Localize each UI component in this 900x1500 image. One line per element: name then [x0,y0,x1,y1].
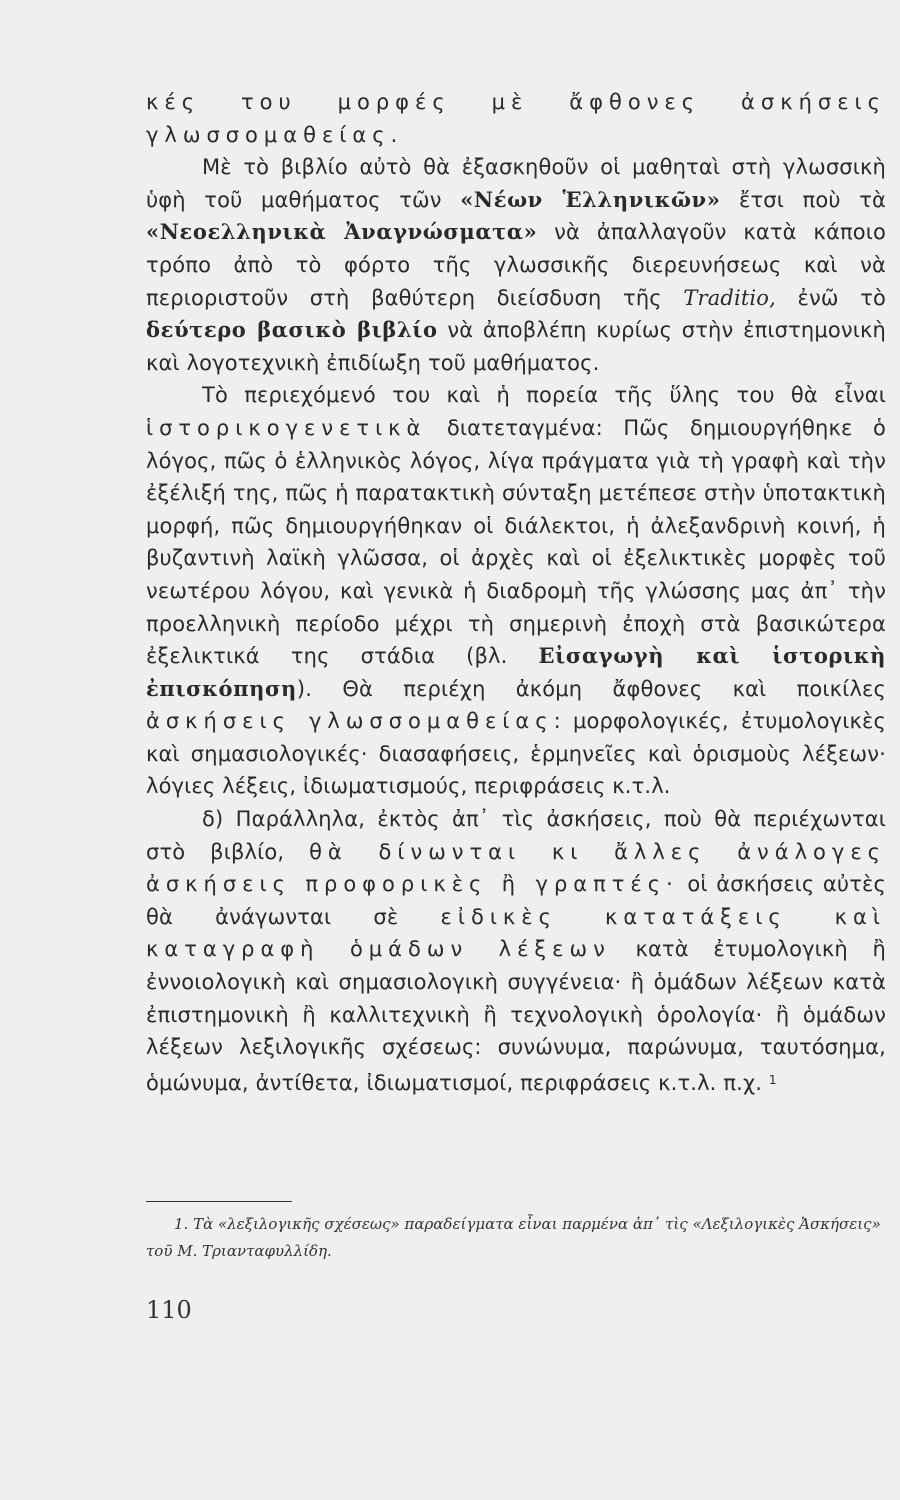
paragraph [146,803,886,1099]
paragraph [146,151,886,379]
text-run: διατεταγμένα: Πῶς δημιουργήθηκε ὁ λόγος, πῶς ὁ ἑλληνικὸς λόγος, λίγα πράγματα γιὰ τὴ γραφὴ καὶ τὴν ἐξέλιξή της, πῶς ἡ παρατακτικὴ σύνταξη μετέπεσε στὴν ὑποτακτικὴ μορφή, πῶς δημιουργήθηκαν οἱ διάλεκτοι, ἡ ἀλεξανδρινὴ κοινή, ἡ βυζαντινὴ λαϊκὴ γλῶσσα, οἱ ἀρχὲς καὶ οἱ ἐξελικτικὲς μορφὲς τοῦ νεωτέρου λόγου, καὶ γενικὰ ἡ διαδρομὴ τῆς γλώσσης μας ἀπ᾿ τὴν προελληνικὴ περίοδο μέχρι τὴ σημερινὴ ἐποχὴ στὰ βασικώτερα ἐξελικτικά της στάδια (βλ. [146,415,886,669]
footnote-ref: 1 [768,1072,777,1087]
paragraph [146,86,886,151]
text-run: νὰ ἀποβλέπη κυρίως στὴν ἐπιστημονικὴ καὶ λογοτεχνικὴ ἐπιδίωξη τοῦ μαθήματος. [146,318,886,375]
page-number: 110 [146,1296,192,1324]
body-text [146,86,886,1099]
spaced-text: κές του μορφές μὲ ἄφθονες ἀσκήσεις γλωσσομαθείας. [146,90,886,147]
italic-text: Traditio, [683,285,776,310]
spaced-text: ἱστορικογενετικὰ [146,415,427,440]
text-run: ἔτσι ποὺ τὰ [720,187,886,212]
text-run: Τὸ περιεχόμενό του καὶ ἡ πορεία τῆς ὕλης του θὰ εἶναι [202,383,886,408]
bold-text: δεύτερο βασικὸ βιβλίο [146,317,438,343]
text-run: δ) Παράλληλα, ἐκτὸς ἀπ᾿ τὶς ἀσκήσεις, ποὺ θὰ περιέχωνται στὸ βιβλίο, [146,807,886,864]
spaced-text: θὰ δίνωνται κι ἄλλες ἀνάλογες ἀσκήσεις προφορικὲς ἢ γραπτές· [146,839,887,897]
spaced-text: ἀσκήσεις γλωσσομαθείας [146,709,554,734]
bold-text: «Νέων Ἑλληνικῶν» [460,186,721,212]
text-run: οἱ ἀσκήσεις αὐτὲς θὰ ἀνάγωνται σὲ [146,872,886,929]
bold-text: «Νεοελληνικὰ Ἀναγνώσματα» [146,219,538,245]
footnote [146,1211,886,1265]
text-run: Μὲ τὸ βιβλίο αὐτὸ θὰ ἐξασκηθοῦν οἱ μαθηταὶ στὴ γλωσσικὴ ὑφὴ τοῦ μαθήματος τῶν [146,155,886,212]
text-run: κατὰ ἐτυμολογικὴ ἢ ἐννοιολογικὴ καὶ σημασιολογικὴ συγγένεια· ἢ ὁμάδων λέξεων κατὰ ἐπιστημονικὴ ἢ καλλιτεχνικὴ ἢ τεχνολογικὴ ὁρολογία· ἢ ὁμάδων λέξεων λεξιλογικῆς σχέσεως: συνώνυμα, παρώνυμα, ταυτόσημα, ὁμώνυμα, ἀντίθετα, ἰδιωματισμοί, περιφράσεις κ.τ.λ. π.χ. [146,937,886,1095]
bold-text: Εἰσαγωγὴ καὶ ἱστορικὴ ἐπισκόπηση [146,643,886,701]
paragraph [146,379,886,803]
footnote-number: 1. [174,1215,189,1233]
spaced-text: εἰδικὲς κατατάξεις καὶ καταγραφὴ ὁμάδων λέξεων [146,904,886,962]
text-run: : μορφολογικές, ἐτυμολογικὲς καὶ σημασιολογικές· διασαφήσεις, ἑρμηνεῖες καὶ ὁρισμοὺς λέξεων· λόγιες λέξεις, ἰδιωματισμούς, περιφράσεις κ.τ.λ. [146,709,886,799]
footnote-text: Τὰ «λεξιλογικῆς σχέσεως» παραδείγματα εἶναι παρμένα ἀπ᾿ τὶς «Λεξιλογικὲς Ἀσκήσεις» τοῦ Μ. Τριανταφυλλίδη. [146,1215,881,1260]
text-run: νὰ ἀπαλλαγοῦν κατὰ κάποιο τρόπο ἀπὸ τὸ φόρτο τῆς γλωσσικῆς διερευνήσεως καὶ νὰ περιοριστοῦν στὴ βαθύτερη διείσδυση τῆς [146,220,886,310]
text-run: ). Θὰ περιέχη ἀκόμη ἄφθονες καὶ ποικίλες [296,676,886,701]
footnote-separator [146,1201,292,1202]
text-run: ἐνῶ τὸ [775,285,887,310]
